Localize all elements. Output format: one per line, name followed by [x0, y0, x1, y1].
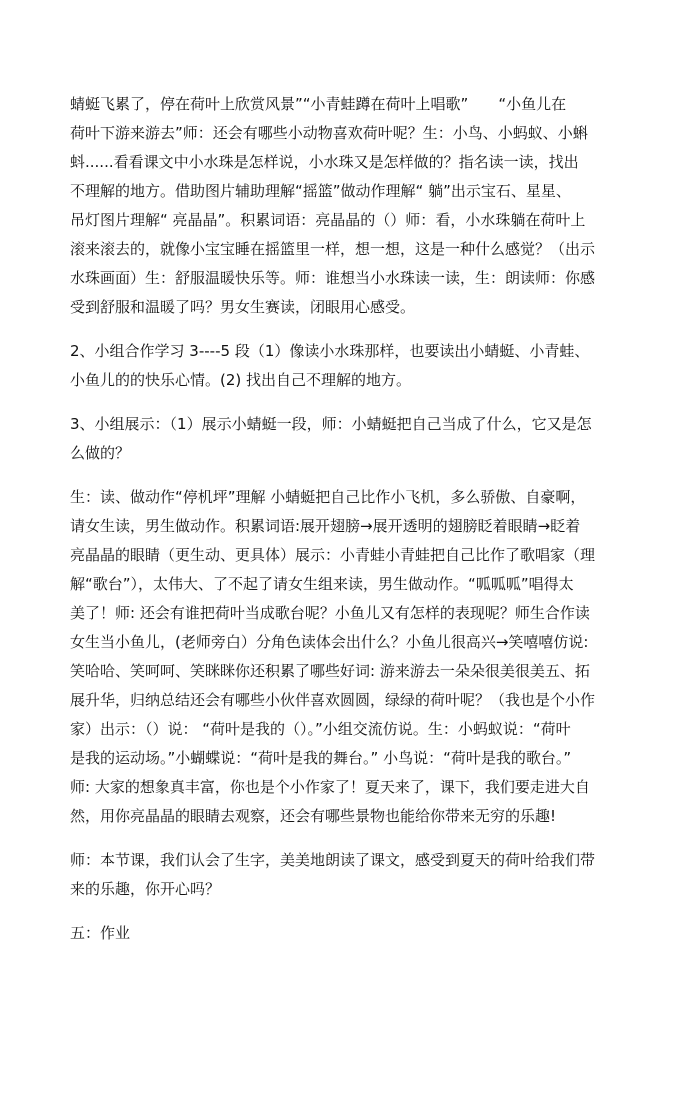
text-line: 滚来滚去的，就像小宝宝睡在摇篮里一样，想一想，这是一种什么感觉？（出示 [70, 240, 596, 258]
text-line: 是我的运动场。”小蝴蝶说：“荷叶是我的舞台。” 小鸟说：“荷叶是我的歌台。” [70, 749, 572, 767]
text-line: 么做的？ [70, 444, 131, 462]
text-line: 女生当小鱼儿，(老师旁白）分角色读体会出什么？小鱼儿很高兴→笑嘻嘻仿说: [70, 633, 589, 651]
paragraph-group-study [70, 337, 656, 395]
text-line: 来的乐趣，你开心吗？ [70, 880, 221, 898]
text-line: 吊灯图片理解“ 亮晶晶”。积累词语：亮晶晶的（）师：看，小水珠躺在荷叶上 [70, 211, 586, 229]
paragraph-summary [70, 846, 656, 904]
text-line: 荷叶下游来游去”师：还会有哪些小动物喜欢荷叶呢？生：小鸟、小蚂蚁、小蝌 [70, 124, 588, 142]
text-line: 然，用你亮晶晶的眼睛去观察，还会有哪些景物也能给你带来无穷的乐趣! [70, 807, 557, 825]
text-line: 师: 大家的想象真丰富，你也是个小作家了！夏天来了，课下，我们要走进大自 [70, 778, 590, 796]
text-line: 生：读、做动作“停机坪”理解 小蜻蜓把自己比作小飞机，多么骄傲、自豪啊， [70, 488, 586, 506]
text-line: 3、小组展示：（1）展示小蜻蜓一段，师：小蜻蜓把自己当成了什么，它又是怎 [70, 415, 592, 433]
text-line: 2、小组合作学习 3----5 段（1）像读小水珠那样，也要读出小蜻蜓、小青蛙、 [70, 342, 590, 360]
text-line: 亮晶晶的眼睛（更生动、更具体）展示：小青蛙小青蛙把自己比作了歌唱家（理 [70, 546, 596, 564]
text-line: 笑哈哈、笑呵呵、笑眯眯你还积累了哪些好词: 游来游去一朵朵很美很美五、拓 [70, 662, 590, 680]
text-line: 解“歌台”），太伟大、了不起了请女生组来读，男生做动作。“呱呱呱”唱得太 [70, 575, 574, 593]
text-line: 请女生读，男生做动作。积累词语:展开翅膀→展开透明的翅膀眨着眼睛→眨着 [70, 517, 581, 535]
paragraph-group-display [70, 410, 656, 468]
text-line: 水珠画面）生：舒服温暖快乐等。师：谁想当小水珠读一读，生：朗读师：你感 [70, 269, 596, 287]
text-line: 小鱼儿的的快乐心情。(2) 找出自己不理解的地方。 [70, 371, 412, 389]
paragraph-homework-heading [70, 919, 656, 948]
text-line: 家）出示：（）说： “荷叶是我的（）。”小组交流仿说。生：小蚂蚁说：“荷叶 [70, 720, 571, 738]
paragraph-student-reading [70, 483, 656, 831]
text-line: 展升华，归纳总结还会有哪些小伙伴喜欢圆圆，绿绿的荷叶呢？（我也是个小作 [70, 691, 596, 709]
text-line: 不理解的地方。借助图片辅助理解“摇篮”做动作理解“ 躺”出示宝石、星星、 [70, 182, 571, 200]
text-line: 美了！师: 还会有谁把荷叶当成歌台呢？小鱼儿又有怎样的表现呢？师生合作读 [70, 604, 590, 622]
text-line: 五：作业 [70, 924, 131, 942]
text-line: 受到舒服和温暖了吗？男女生赛读，闭眼用心感受。 [70, 298, 416, 316]
paragraph-lesson-discussion [70, 90, 656, 322]
text-line: 蜻蜓飞累了，停在荷叶上欣赏风景”“小青蛙蹲在荷叶上唱歌” “小鱼儿在 [70, 95, 567, 113]
text-line: 师：本节课，我们认会了生字，美美地朗读了课文，感受到夏天的荷叶给我们带 [70, 851, 596, 869]
text-line: 蚪......看看课文中小水珠是怎样说，小水珠又是怎样做的？指名读一读，找出 [70, 153, 579, 171]
document-body [70, 90, 656, 963]
